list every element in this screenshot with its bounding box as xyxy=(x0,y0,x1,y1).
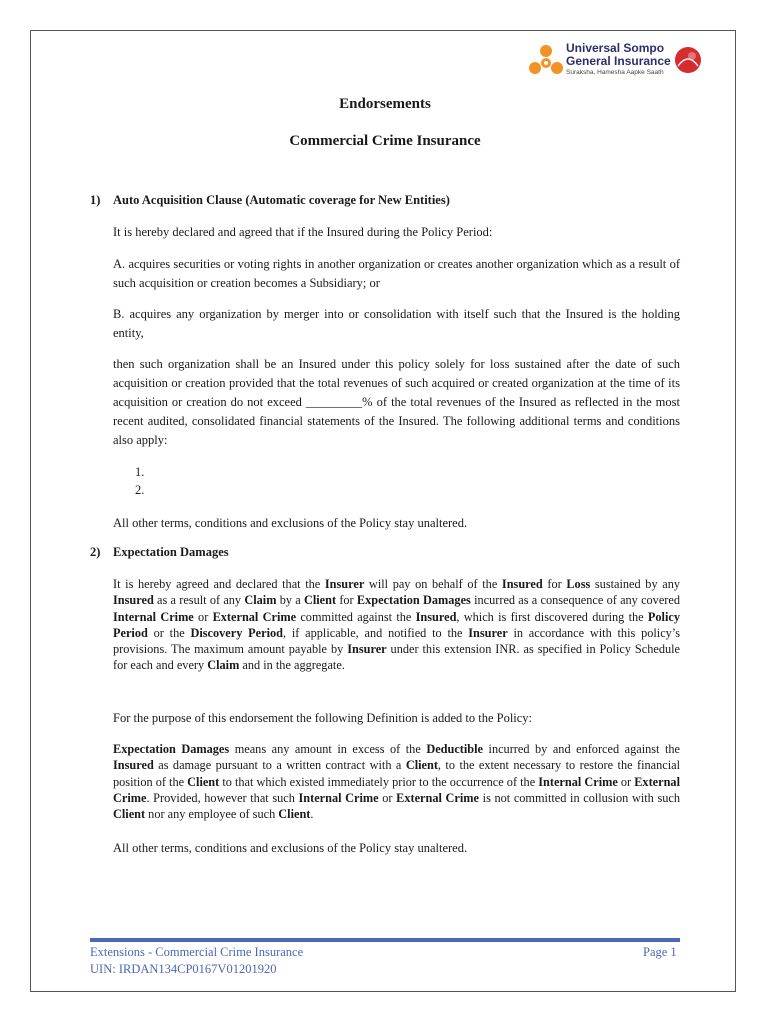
footer-title: Extensions - Commercial Crime Insurance xyxy=(90,945,304,959)
footer-rule xyxy=(90,938,680,942)
section2-definition: Expectation Damages means any amount in excess of the Deductible incurred by and enforced against the Insured as damage pursuant to a written contract with a Client, to the extent necessary to restore the financial position of the Client to that which existed immediately prior to the occurrence of the Internal Crime or External Crime. Provided, however that such Internal Crime or External Crime is not committed in collusion with such Client nor any employee of such Client. xyxy=(113,742,681,822)
section2-heading: Expectation Damages xyxy=(113,545,229,559)
section1-paragraph: then such organization shall be an Insured under this policy solely for loss sustained after the date of such acquisition or creation provided that the total revenues of such acquired or created organization at the time of its acquisition or creation do not exceed _________% of the total revenues of the Insured as reflected in the most recent audited, consolidated financial statements of the Insured. The following additional terms and conditions also apply: xyxy=(113,357,680,447)
footer-uin: UIN: IRDAN134CP0167V01201920 xyxy=(90,962,277,976)
section2-number: 2) xyxy=(90,545,101,559)
logo-text xyxy=(566,42,671,77)
logo-line2: General Insurance xyxy=(566,54,671,68)
logo-red-sun-icon xyxy=(674,46,702,74)
section2-paragraph1: It is hereby agreed and declared that the Insurer will pay on behalf of the Insured for Loss sustained by any Insured as a result of any Claim by a Client for Expectation Damages incurred as a consequence of any covered Internal Crime or External Crime committed against the Insured, which is first discovered during the Policy Period or the Discovery Period, if applicable, and notified to the Insurer in accordance with this policy’s provisions. The maximum amount payable by Insurer under this extension INR. as specified in Policy Schedule for each and every Claim and in the aggregate. xyxy=(113,577,681,673)
section1-number: 1) xyxy=(90,193,101,207)
logo-emblem-icon xyxy=(526,42,566,82)
document-subtitle: Commercial Crime Insurance xyxy=(289,133,481,149)
section1-item-a: A. acquires securities or voting rights in another organization or creates another organization which as a result of such acquisition or creation becomes a Subsidiary; or xyxy=(113,257,680,290)
document-title: Endorsements xyxy=(339,96,431,112)
section1-intro: It is hereby declared and agreed that if the Insured during the Policy Period: xyxy=(113,225,493,239)
section1-list-item: 2. xyxy=(135,483,145,497)
company-logo xyxy=(526,40,706,82)
section2-paragraph2: For the purpose of this endorsement the following Definition is added to the Policy: xyxy=(113,711,533,725)
section1-item-b: B. acquires any organization by merger into or consolidation with itself such that the Insured is the holding entity, xyxy=(113,307,680,340)
page-number: Page 1 xyxy=(643,945,677,959)
logo-line1: Universal Sompo xyxy=(566,41,665,55)
section1-list-item: 1. xyxy=(135,465,145,479)
section2-closing: All other terms, conditions and exclusions of the Policy stay unaltered. xyxy=(113,841,468,855)
section1-closing: All other terms, conditions and exclusions of the Policy stay unaltered. xyxy=(113,516,468,530)
section1-heading: Auto Acquisition Clause (Automatic coverage for New Entities) xyxy=(113,193,450,207)
logo-tagline: Suraksha, Hamesha Aapke Saath xyxy=(566,69,664,76)
